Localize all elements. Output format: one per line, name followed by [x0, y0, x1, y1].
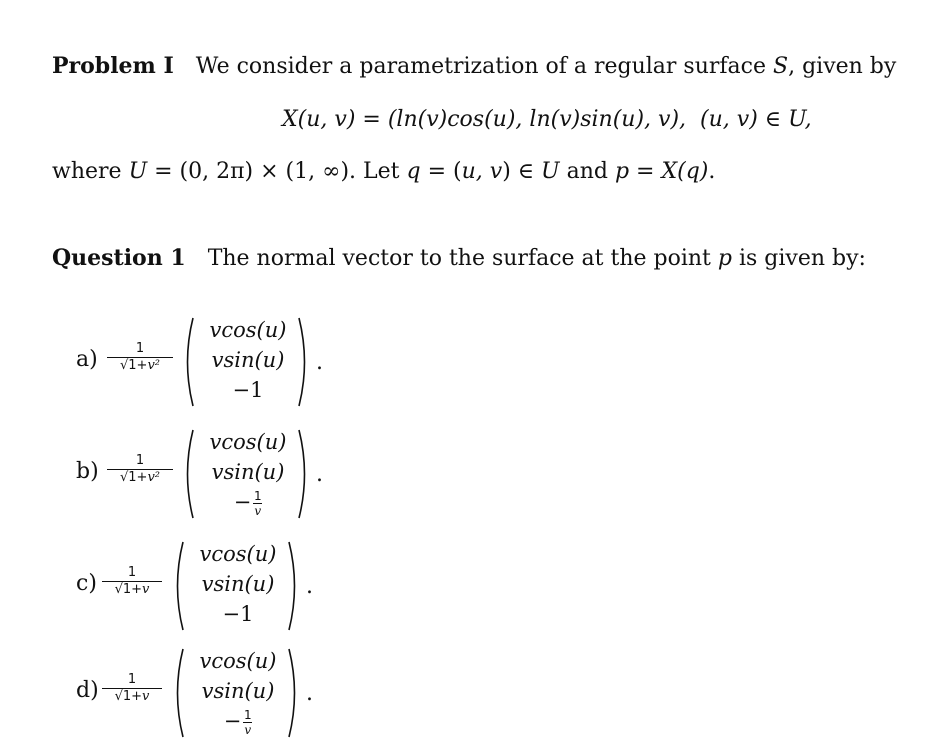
minus-sign: −	[233, 490, 252, 514]
option-vector	[188, 539, 288, 629]
sqrt-expression: √1+	[119, 470, 148, 485]
fraction-denominator	[100, 583, 164, 597]
surface-symbol: S	[773, 54, 789, 79]
right-paren-icon	[286, 647, 302, 739]
answer-option-a[interactable]	[0, 312, 360, 422]
left-paren-icon	[180, 428, 196, 520]
answer-option-c[interactable]	[0, 536, 360, 646]
option-scalar-fraction	[105, 342, 175, 373]
fraction-numerator: 1	[135, 453, 145, 468]
formula-domain-var: (u, v)	[700, 107, 758, 132]
vector-row-1: vcos(u)	[209, 318, 287, 342]
question-text-1: The normal vector to the surface at the point	[207, 246, 718, 271]
vector-row-1: vcos(u)	[199, 649, 277, 673]
question-p: p	[717, 246, 732, 271]
problem-statement	[52, 52, 896, 81]
right-paren-icon	[286, 540, 302, 632]
row-fraction-numerator: 1	[253, 489, 262, 503]
vector-row-3	[188, 706, 288, 736]
option-period: .	[306, 574, 313, 599]
vector-row-3	[198, 487, 298, 517]
fraction-numerator: 1	[127, 672, 137, 687]
where-text-7: .	[708, 159, 716, 184]
vector-row-3: −1	[232, 378, 264, 402]
where-Xq: X(q)	[661, 159, 709, 184]
sqrt-expression: √1+	[114, 582, 143, 597]
sqrt-variable: v²	[147, 358, 160, 373]
option-scalar-fraction	[100, 673, 164, 704]
formula-lhs: X(u, v)	[282, 107, 356, 132]
option-scalar-fraction	[100, 566, 164, 597]
vector-row-2: vsin(u)	[201, 679, 275, 703]
option-label: b)	[76, 459, 99, 484]
sqrt-expression: √1+	[119, 358, 148, 373]
where-text-4: ) ∈	[502, 159, 542, 184]
fraction-numerator: 1	[127, 565, 137, 580]
sqrt-expression: √1+	[114, 689, 143, 704]
where-uv: u, v	[461, 159, 503, 184]
left-paren-icon	[170, 540, 186, 632]
problem-text-2: , given by	[788, 54, 897, 79]
vector-row-3: −1	[222, 602, 254, 626]
fraction-denominator	[105, 471, 175, 485]
problem-text-1: We consider a parametrization of a regular surface	[195, 54, 774, 79]
formula-rhs: (ln(v)cos(u), ln(v)sin(u), v),	[387, 107, 687, 132]
where-text-1: where	[52, 159, 129, 184]
where-text-2: = (0, 2π) × (1, ∞). Let	[147, 159, 407, 184]
left-paren-icon	[170, 647, 186, 739]
fraction-denominator	[100, 690, 164, 704]
sqrt-variable: v	[142, 582, 150, 597]
question-statement	[52, 244, 866, 273]
domain-definition	[52, 158, 715, 186]
answer-option-b[interactable]	[0, 424, 360, 534]
vector-row-2: vsin(u)	[201, 572, 275, 596]
row-fraction-denominator: v	[254, 504, 262, 518]
vector-row-2: vsin(u)	[211, 460, 285, 484]
row-fraction-numerator: 1	[243, 708, 252, 722]
answer-option-d[interactable]	[0, 643, 360, 753]
option-label: a)	[76, 347, 98, 372]
where-text-5: and	[559, 159, 615, 184]
option-vector	[198, 315, 298, 405]
where-U2: U	[541, 159, 560, 184]
right-paren-icon	[296, 316, 312, 408]
option-label: c)	[76, 571, 97, 596]
option-vector	[188, 646, 288, 736]
vector-row-1: vcos(u)	[209, 430, 287, 454]
question-text-2: is given by:	[731, 246, 866, 271]
minus-sign: −	[223, 709, 242, 733]
question-label: Question 1	[52, 245, 186, 271]
vector-row-2: vsin(u)	[211, 348, 285, 372]
row-fraction	[253, 490, 262, 517]
problem-label: Problem I	[52, 53, 174, 79]
sqrt-variable: v²	[147, 470, 160, 485]
where-p: p	[614, 159, 630, 184]
fraction-numerator: 1	[135, 341, 145, 356]
left-paren-icon	[180, 316, 196, 408]
option-vector	[198, 427, 298, 517]
formula-in: ∈	[757, 107, 789, 132]
option-period: .	[306, 681, 313, 706]
option-label: d)	[76, 678, 99, 703]
row-fraction	[243, 709, 252, 736]
fraction-denominator	[105, 359, 175, 373]
where-text-3: = (	[420, 159, 462, 184]
sqrt-variable: v	[142, 689, 150, 704]
parametrization-formula	[282, 106, 812, 134]
option-period: .	[316, 350, 323, 375]
vector-row-1: vcos(u)	[199, 542, 277, 566]
where-q: q	[406, 159, 421, 184]
row-fraction-denominator: v	[244, 723, 252, 737]
formula-domain-set: U,	[788, 107, 812, 132]
where-text-6: =	[629, 159, 662, 184]
where-U: U	[128, 159, 148, 184]
option-period: .	[316, 462, 323, 487]
right-paren-icon	[296, 428, 312, 520]
formula-equals: =	[355, 107, 388, 132]
option-scalar-fraction	[105, 454, 175, 485]
